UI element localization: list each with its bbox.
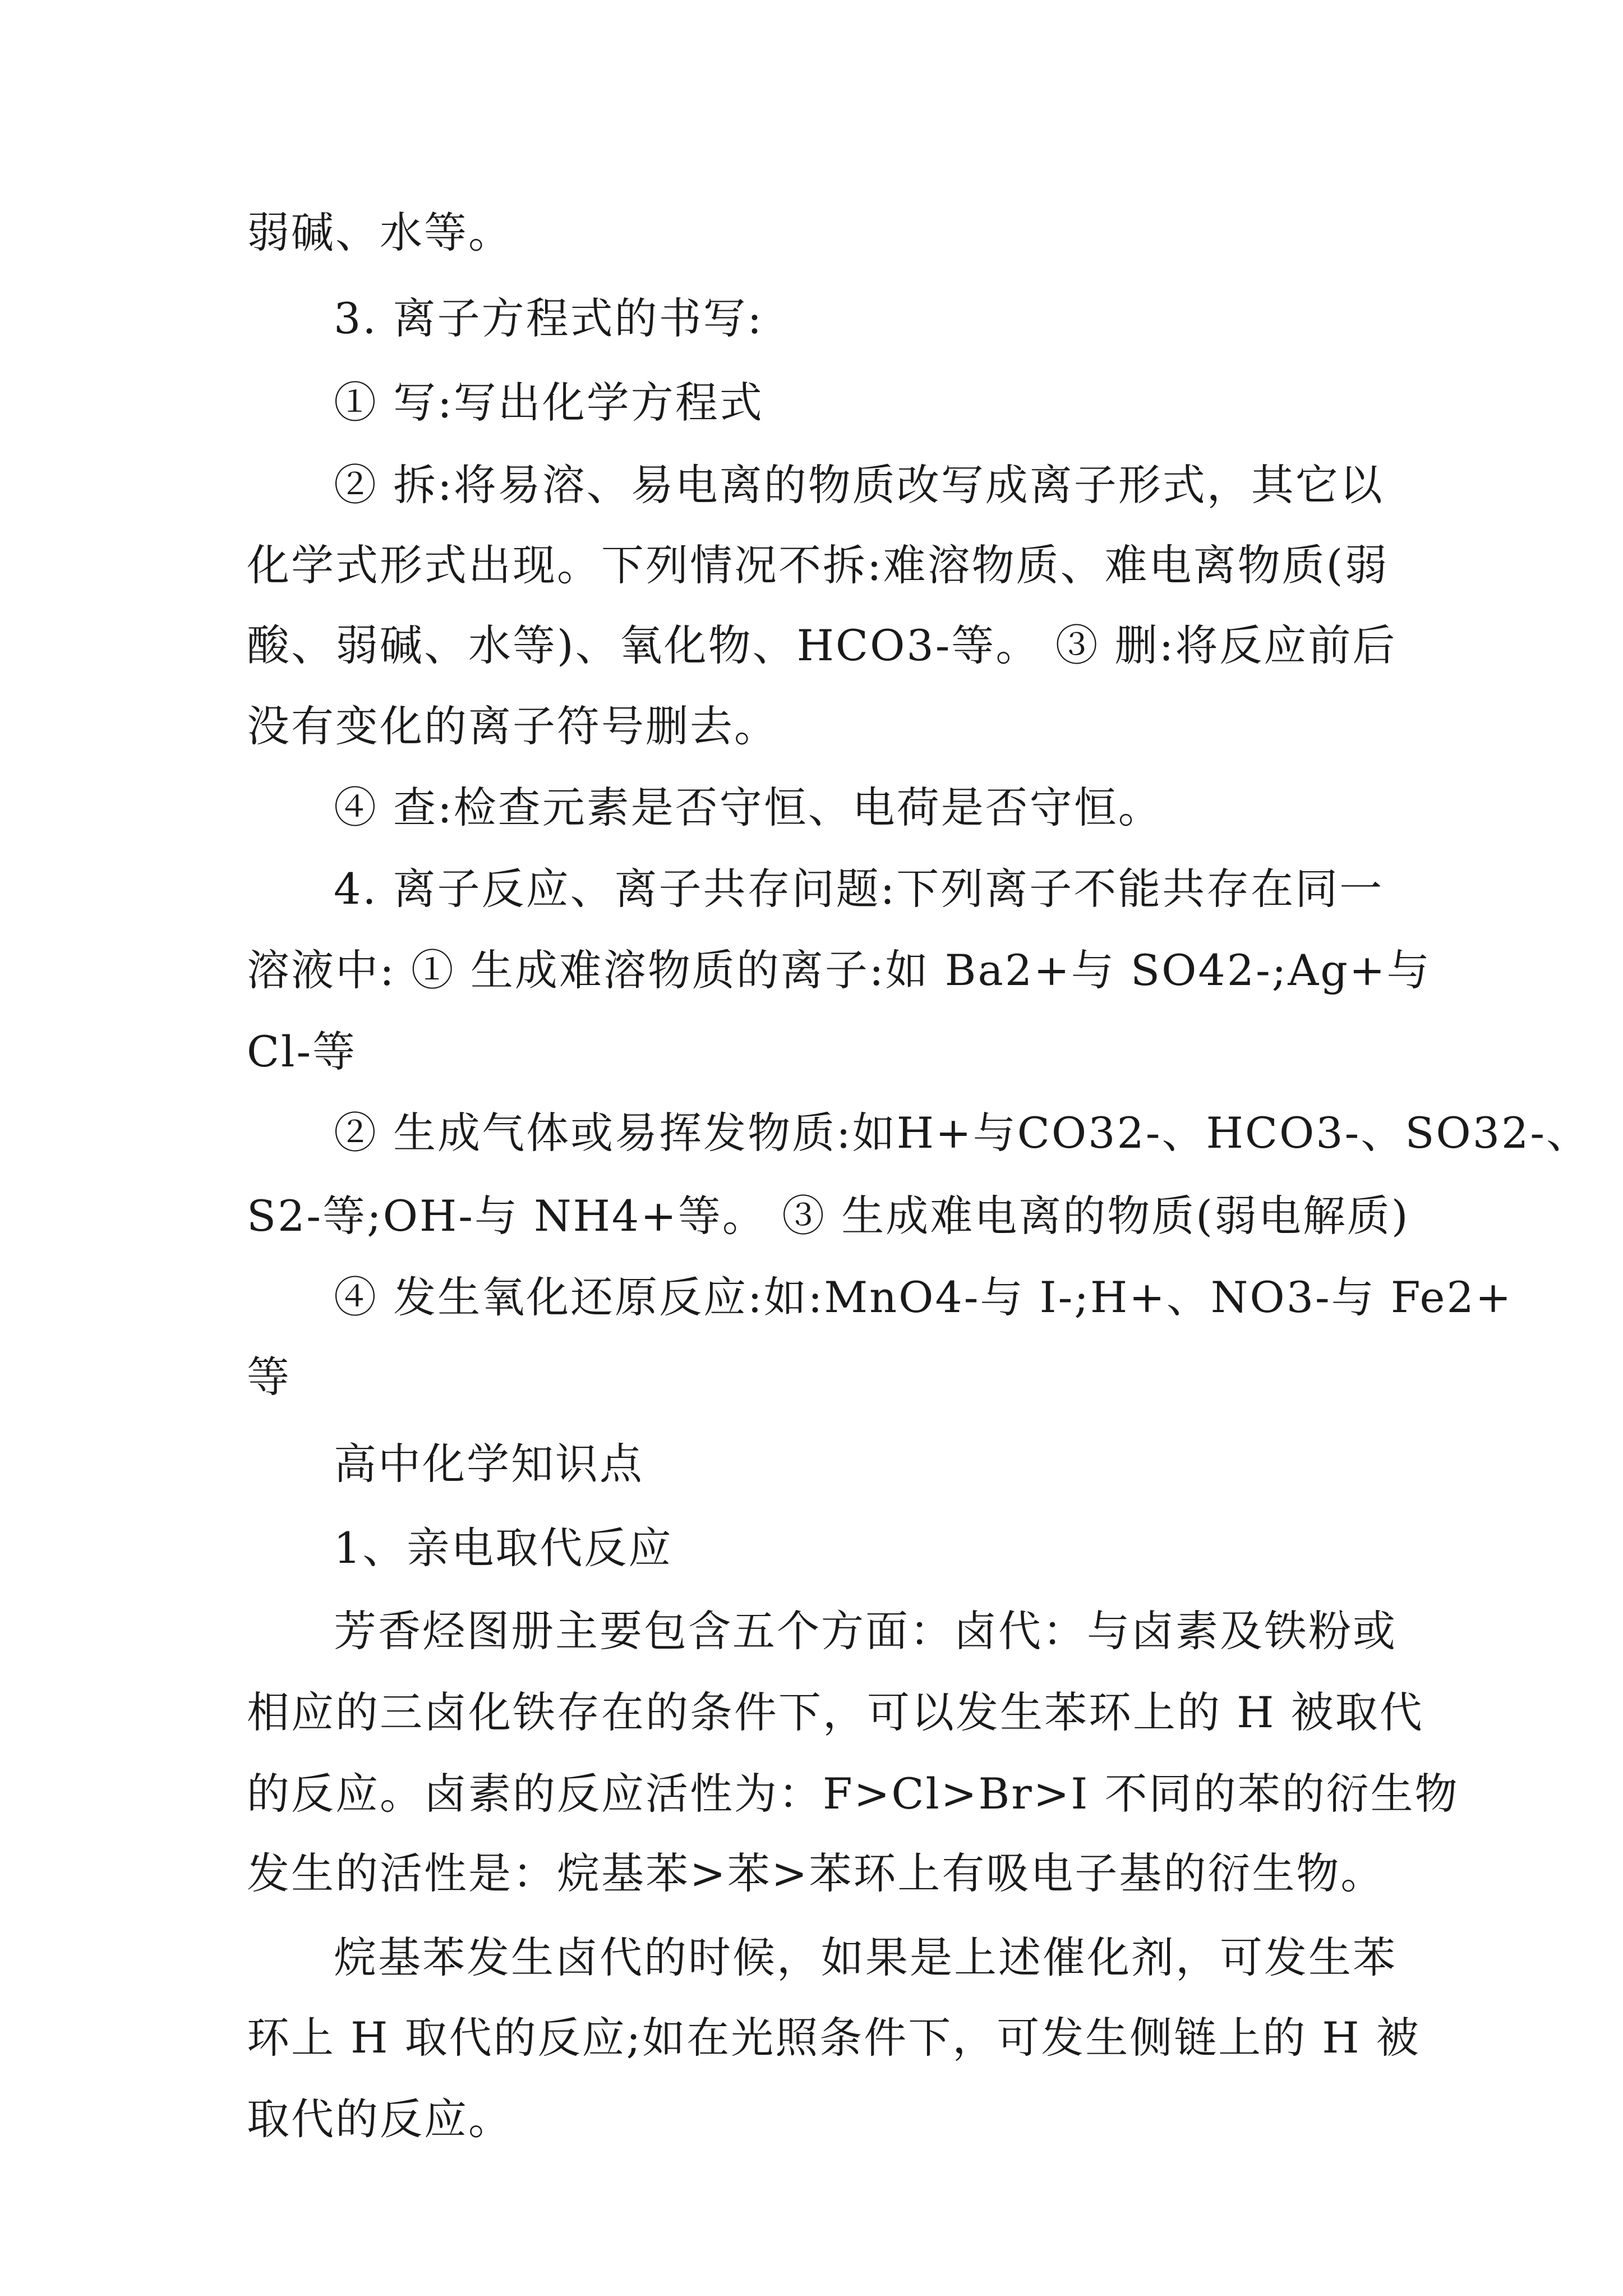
text-line: 等 xyxy=(247,1352,291,1402)
text-line: 化学式形式出现。下列情况不拆:难溶物质、难电离物质(弱 xyxy=(247,540,1389,590)
text-line: 3. 离子方程式的书写: xyxy=(334,293,764,343)
text-line: 没有变化的离子符号删去。 xyxy=(247,701,778,751)
text-line: 烷基苯发生卤代的时候，如果是上述催化剂，可发生苯 xyxy=(334,1932,1397,1982)
text-line: 的反应。卤素的反应活性为：F>Cl>Br>I 不同的苯的衍生物 xyxy=(247,1769,1459,1819)
text-line: 高中化学知识点 xyxy=(334,1439,644,1489)
text-line: 弱碱、水等。 xyxy=(247,208,513,257)
text-line: 发生的活性是：烷基苯>苯>苯环上有吸电子基的衍生物。 xyxy=(247,1848,1385,1898)
text-line: 环上 H 取代的反应;如在光照条件下，可发生侧链上的 H 被 xyxy=(247,2013,1421,2063)
text-line: ④ 发生氧化还原反应:如:MnO4-与 I-;H+、NO3-与 Fe2+ xyxy=(334,1272,1513,1322)
text-line: 芳香烃图册主要包含五个方面：卤代：与卤素及铁粉或 xyxy=(334,1606,1397,1656)
text-line: 取代的反应。 xyxy=(247,2094,513,2144)
text-line: 相应的三卤化铁存在的条件下，可以发生苯环上的 H 被取代 xyxy=(247,1687,1424,1737)
text-line: 1、亲电取代反应 xyxy=(334,1523,673,1573)
text-line: 酸、弱碱、水等)、氧化物、HCO3-等。 ③ 删:将反应前后 xyxy=(247,620,1397,670)
text-line: 4. 离子反应、离子共存问题:下列离子不能共存在同一 xyxy=(334,864,1384,914)
text-line: ② 拆:将易溶、易电离的物质改写成离子形式，其它以 xyxy=(334,460,1384,510)
text-line: 溶液中: ① 生成难溶物质的离子:如 Ba2+与 SO42-;Ag+与 xyxy=(247,945,1431,995)
text-line: ② 生成气体或易挥发物质:如H+与CO32-、HCO3-、SO32-、 xyxy=(334,1108,1591,1158)
text-line: S2-等;OH-与 NH4+等。 ③ 生成难电离的物质(弱电解质) xyxy=(247,1191,1410,1241)
text-line: ① 写:写出化学方程式 xyxy=(334,378,764,427)
text-line: ④ 查:检查元素是否守恒、电荷是否守恒。 xyxy=(334,783,1163,832)
text-line: Cl-等 xyxy=(247,1027,357,1076)
